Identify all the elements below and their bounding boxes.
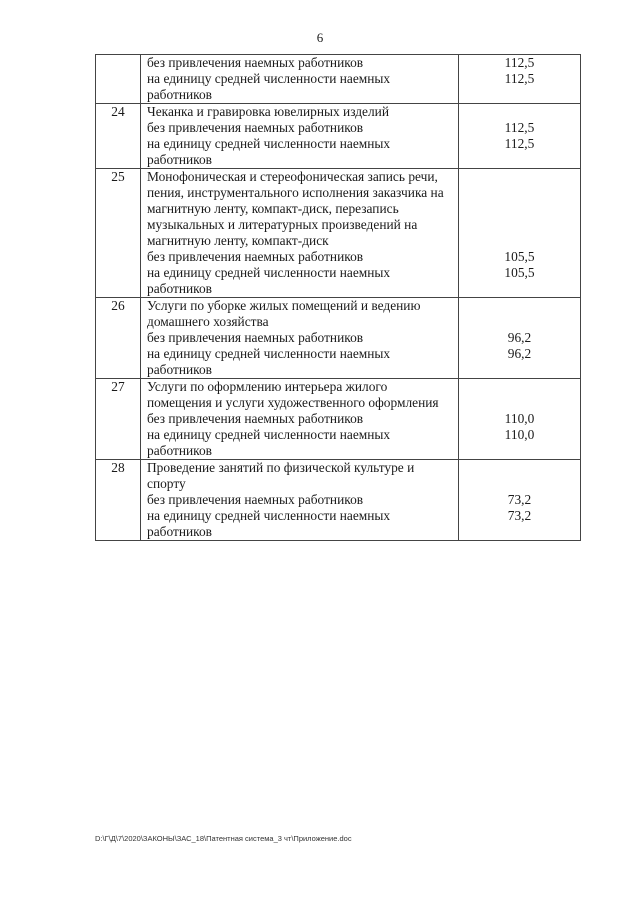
row-value [459,298,581,331]
row-name: Услуги по оформлению интерьера жилого помещения и услуги художественного оформления [141,379,459,412]
row-number [96,120,141,136]
row-number [96,136,141,169]
row-value [459,104,581,121]
row-name: без привлечения наемных работников [141,492,459,508]
table-row [96,104,581,121]
patent-rates-table [95,54,581,541]
row-number [96,265,141,298]
row-value: 112,5 [459,71,581,104]
table-row [96,55,581,72]
row-number: 27 [96,379,141,412]
table-row [96,298,581,331]
row-number [96,492,141,508]
row-number [96,71,141,104]
row-value: 110,0 [459,427,581,460]
row-name: на единицу средней численности наемных работников [141,265,459,298]
table-row [96,136,581,169]
table-row [96,346,581,379]
table-row [96,120,581,136]
row-name: без привлечения наемных работников [141,249,459,265]
table-row [96,492,581,508]
row-number [96,427,141,460]
row-value: 105,5 [459,265,581,298]
row-value: 112,5 [459,120,581,136]
row-value [459,460,581,493]
table-row [96,460,581,493]
row-name: без привлечения наемных работников [141,411,459,427]
row-value: 96,2 [459,346,581,379]
row-number: 28 [96,460,141,493]
row-value: 110,0 [459,411,581,427]
row-value: 96,2 [459,330,581,346]
table-body [96,55,581,541]
table-row [96,169,581,250]
table-row [96,71,581,104]
row-number [96,346,141,379]
row-value: 73,2 [459,508,581,541]
table-row [96,249,581,265]
table-row [96,411,581,427]
row-number: 26 [96,298,141,331]
row-name: Чеканка и гравировка ювелирных изделий [141,104,459,121]
row-value: 105,5 [459,249,581,265]
row-number: 25 [96,169,141,250]
table-row [96,330,581,346]
row-number: 24 [96,104,141,121]
table-row [96,265,581,298]
footer-file-path: D:\Г\Д\7\2020\ЗАКОНЫ\ЗАС_18\Патентная система_3 чт\Приложение.doc [95,834,352,843]
row-name: на единицу средней численности наемных работников [141,346,459,379]
row-value [459,169,581,250]
row-value [459,379,581,412]
row-name: на единицу средней численности наемных работников [141,136,459,169]
page-number: 6 [316,30,324,45]
row-name: на единицу средней численности наемных работников [141,71,459,104]
row-number [96,508,141,541]
row-name: на единицу средней численности наемных работников [141,508,459,541]
row-name: без привлечения наемных работников [141,120,459,136]
table-row [96,427,581,460]
row-value: 112,5 [459,136,581,169]
table-row [96,508,581,541]
row-number [96,249,141,265]
row-value: 112,5 [459,55,581,72]
row-name: Проведение занятий по физической культуре и спорту [141,460,459,493]
row-number [96,330,141,346]
row-number [96,55,141,72]
row-name: Услуги по уборке жилых помещений и ведению домашнего хозяйства [141,298,459,331]
row-name: без привлечения наемных работников [141,55,459,72]
table-row [96,379,581,412]
row-value: 73,2 [459,492,581,508]
row-name: Монофоническая и стереофоническая запись речи, пения, инструментального исполнения заказчика на магнитную ленту, компакт-диск, перезапись музыкальных и литературных произведений на магнитную ленту, компакт-диск [141,169,459,250]
row-name: без привлечения наемных работников [141,330,459,346]
row-name: на единицу средней численности наемных работников [141,427,459,460]
row-number [96,411,141,427]
